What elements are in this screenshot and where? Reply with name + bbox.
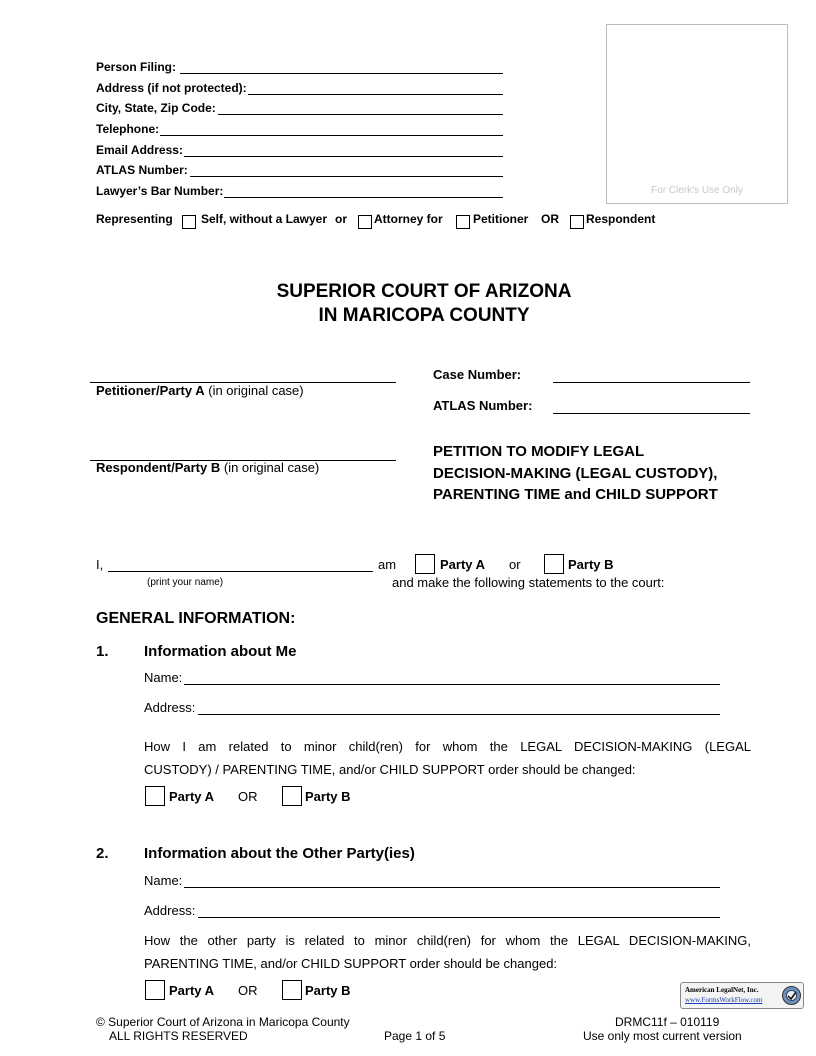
city-state-zip-field[interactable] [218, 114, 503, 115]
case-number-field[interactable] [553, 382, 750, 383]
respondent-checkbox[interactable] [570, 215, 584, 229]
intro-am: am [378, 557, 397, 572]
footer-copyright: © Superior Court of Arizona in Maricopa County [96, 1015, 350, 1029]
section1-question-line2: CUSTODY) / PARENTING TIME, and/or CHILD SUPPORT order should be changed: [144, 762, 636, 777]
section2-party-b-label: Party B [305, 983, 351, 998]
person-filing-label: Person Filing: [96, 60, 177, 74]
intro-party-b-checkbox[interactable] [544, 554, 564, 574]
petition-title-line2: DECISION-MAKING (LEGAL CUSTODY), [433, 465, 718, 482]
self-label: Self, without a Lawyer [201, 212, 328, 226]
petitioner-label: Petitioner [473, 212, 529, 226]
section1-number: 1. [96, 643, 109, 660]
section1-title: Information about Me [144, 643, 297, 660]
section2-party-a-label: Party A [169, 983, 215, 998]
section1-address-label: Address: [144, 700, 196, 715]
petitioner-caption-note: (in original case) [208, 383, 304, 398]
petitioner-caption-label: Petitioner/Party A [96, 383, 205, 398]
attorney-checkbox[interactable] [358, 215, 372, 229]
respondent-label: Respondent [586, 212, 656, 226]
address-field[interactable] [248, 94, 503, 95]
section2-question-line2: PARENTING TIME, and/or CHILD SUPPORT order should be changed: [144, 956, 558, 971]
petitioner-checkbox[interactable] [456, 215, 470, 229]
court-title-line1: SUPERIOR COURT OF ARIZONA [276, 281, 572, 302]
section2-party-a-checkbox[interactable] [145, 980, 165, 1000]
email-field[interactable] [184, 156, 503, 157]
petition-title-line1: PETITION TO MODIFY LEGAL [433, 443, 645, 460]
clerk-use-label: For Clerk's Use Only [651, 185, 743, 196]
intro-party-b-label: Party B [568, 557, 614, 572]
section2-name-label: Name: [144, 873, 183, 888]
telephone-label: Telephone: [96, 122, 160, 136]
section1-address-field[interactable] [198, 714, 720, 715]
section1-party-b-checkbox[interactable] [282, 786, 302, 806]
footer-version: Use only most current version [583, 1029, 742, 1043]
section1-name-field[interactable] [184, 684, 720, 685]
court-title-line2: IN MARICOPA COUNTY [318, 305, 530, 326]
or-text-upper: OR [541, 212, 559, 226]
bar-number-field[interactable] [224, 197, 503, 198]
self-checkbox[interactable] [182, 215, 196, 229]
or-text: or [335, 212, 347, 226]
respondent-caption-note: (in original case) [223, 460, 320, 475]
respondent-caption [96, 460, 319, 475]
address-label: Address (if not protected): [96, 81, 247, 95]
intro-party-a-checkbox[interactable] [415, 554, 435, 574]
section2-question-line1: How the other party is related to minor child(ren) for whom the LEGAL DECISION-MAKING, [144, 933, 751, 948]
city-state-zip-label: City, State, Zip Code: [96, 101, 216, 115]
section1-name-label: Name: [144, 670, 183, 685]
section2-address-label: Address: [144, 903, 196, 918]
caption-atlas-label: ATLAS Number: [433, 398, 533, 413]
section1-party-b-label: Party B [305, 789, 351, 804]
section1-party-a-checkbox[interactable] [145, 786, 165, 806]
telephone-field[interactable] [160, 135, 503, 136]
atlas-number-field[interactable] [190, 176, 503, 177]
intro-i: I, [96, 557, 104, 572]
statements-text: and make the following statements to the court: [392, 575, 665, 590]
respondent-caption-label: Respondent/Party B [96, 460, 221, 475]
section1-party-a-label: Party A [169, 789, 215, 804]
petition-title-line3: PARENTING TIME and CHILD SUPPORT [433, 486, 718, 503]
section1-or: OR [238, 789, 258, 804]
intro-or: or [509, 557, 521, 572]
intro-party-a-label: Party A [440, 557, 486, 572]
atlas-number-label: ATLAS Number: [96, 163, 188, 177]
badge-line1: American LegalNet, Inc. [685, 986, 759, 994]
footer-rights: ALL RIGHTS RESERVED [109, 1029, 248, 1043]
attorney-label: Attorney for [374, 212, 443, 226]
print-name-hint: (print your name) [147, 577, 224, 588]
section2-party-b-checkbox[interactable] [282, 980, 302, 1000]
globe-icon [781, 985, 802, 1006]
clerk-use-box [606, 24, 788, 204]
section2-name-field[interactable] [184, 887, 720, 888]
footer-form-id: DRMC11f – 010119 [615, 1015, 720, 1029]
petitioner-caption [96, 383, 304, 398]
case-number-label: Case Number: [433, 367, 522, 382]
caption-atlas-field[interactable] [553, 413, 750, 414]
section2-or: OR [238, 983, 258, 998]
section2-number: 2. [96, 845, 109, 862]
legalnet-badge[interactable] [680, 982, 804, 1009]
badge-line2: www.FormsWorkFlow.com [685, 996, 763, 1004]
footer-page: Page 1 of 5 [384, 1029, 446, 1043]
email-label: Email Address: [96, 143, 183, 157]
person-filing-field[interactable] [180, 73, 503, 74]
representing-label: Representing [96, 212, 173, 226]
section1-question-line1: How I am related to minor child(ren) for whom the LEGAL DECISION-MAKING (LEGAL [144, 739, 751, 754]
section2-address-field[interactable] [198, 917, 720, 918]
section2-title: Information about the Other Party(ies) [144, 845, 415, 862]
bar-number-label: Lawyer’s Bar Number: [96, 184, 224, 198]
your-name-field[interactable] [108, 571, 373, 572]
general-info-heading: GENERAL INFORMATION: [96, 610, 296, 627]
